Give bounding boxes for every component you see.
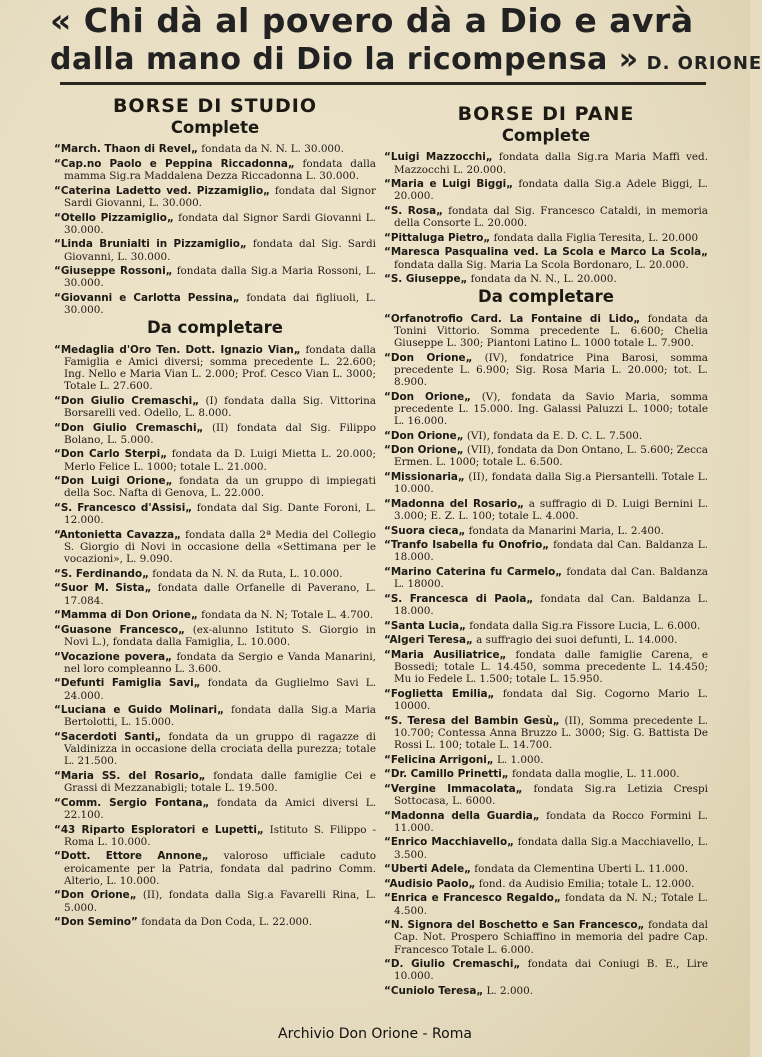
entry-text: (II), fondata dalla Sig.a Piersantelli. Totale L. 10.000. xyxy=(394,470,708,496)
list-item xyxy=(54,475,376,499)
motto-line-1: « Chi dà al povero dà a Dio e avrà xyxy=(50,1,694,40)
entry-name: “Defunti Famiglia Savi„ xyxy=(54,677,201,690)
entry-name: “Maria SS. del Rosario„ xyxy=(54,769,206,782)
entry-name: “Maria Ausiliatrice„ xyxy=(384,648,507,661)
list-item xyxy=(54,395,376,419)
entry-text: (ex-alunno Istituto S. Giorgio in Novi L.), fondata dalla Famiglia, L. 10.000. xyxy=(64,623,376,648)
entry-text: fondata da un gruppo di impiegati della Soc. Nafta di Genova, L. 22.000. xyxy=(64,475,376,500)
entry-text: fondata da un gruppo di ragazze di Valdinizza in occasione della crociata della purezza; totale L. 21.500. xyxy=(64,730,376,768)
list-item xyxy=(384,754,708,766)
list-item xyxy=(54,292,376,316)
list-item xyxy=(54,185,376,209)
list-item xyxy=(54,609,376,621)
list-item xyxy=(54,568,376,580)
entry-text: (I) fondata dalla Sig. Vittorina Borsarelli ved. Odello, L. 8.000. xyxy=(64,394,376,419)
entry-text: fondata dal Can. Baldanza L. 18000. xyxy=(394,565,708,591)
list-item xyxy=(54,143,376,155)
entry-name: “S. Francesco d'Assisi„ xyxy=(54,501,193,514)
entry-text: fondata da Don Coda, L. 22.000. xyxy=(137,916,313,929)
entry-name: “Dr. Camillo Prinetti„ xyxy=(384,768,509,781)
list-item xyxy=(384,471,708,495)
entry-name: “March. Thaon di Revel„ xyxy=(54,143,198,156)
entry-name: “Giuseppe Rossoni„ xyxy=(54,265,173,278)
list-item xyxy=(384,593,708,617)
list-item xyxy=(384,539,708,563)
entry-text: fondata da N. N; Totale L. 4.700. xyxy=(197,609,374,622)
subheading-da-completare-pane: Da completare xyxy=(478,287,614,307)
entry-text: fondata dalla Sig.ra Fissore Lucia, L. 6.000. xyxy=(465,619,701,632)
entry-name: “Don Orione„ xyxy=(384,429,464,442)
list-item xyxy=(54,448,376,472)
list-item xyxy=(384,620,708,632)
list-item xyxy=(384,688,708,712)
entry-name: “Don Orione„ xyxy=(384,351,473,364)
entry-name: “Guasone Francesco„ xyxy=(54,623,186,636)
motto-header xyxy=(50,1,762,84)
list-item xyxy=(384,768,708,780)
entry-text: fondata dal Sig. Cogorno Mario L. 10000. xyxy=(394,687,708,712)
entry-text: (VII), fondata da Don Ontano, L. 5.600; Zecca Ermen. L. 1000; totale L. 6.500. xyxy=(394,444,708,469)
entry-name: “Suora cieca„ xyxy=(384,524,466,537)
entry-name: “Don Orione„ xyxy=(384,444,464,457)
list-item xyxy=(384,430,708,442)
entry-name: “Pittaluga Pietro„ xyxy=(384,231,491,244)
entry-text: fondata dalla 2ª Media del Collegio S. Giorgio di Novi in occasione della «Settimana per le vocazioni», L. 9.090. xyxy=(64,528,376,566)
list-da-completare-studio xyxy=(54,344,376,929)
list-item xyxy=(384,151,708,175)
entry-text: fondata dal Signor Sardi Giovanni, L. 30.000. xyxy=(64,184,376,209)
list-item xyxy=(384,958,708,982)
entry-name: “Cuniolo Teresa„ xyxy=(384,984,484,997)
entry-name: “N. Signora del Boschetto e San Francesco„ xyxy=(384,919,645,932)
entry-name: “Comm. Sergio Fontana„ xyxy=(54,796,210,809)
entry-name: “Giovanni e Carlotta Pessina„ xyxy=(54,291,240,304)
entry-name: “Luigi Mazzocchi„ xyxy=(384,151,493,164)
entry-name: “Missionaria„ xyxy=(384,470,465,483)
entry-name: “Enrico Macchiavello„ xyxy=(384,836,514,849)
list-item xyxy=(384,273,708,285)
entry-text: fondata dai Coniugi B. E., Lire 10.000. xyxy=(394,958,708,983)
entry-text: fondata dal Can. Baldanza L. 18.000. xyxy=(394,539,708,564)
entry-text: fondata da N. N. L. 30.000. xyxy=(197,143,344,156)
list-complete-pane xyxy=(384,151,708,285)
list-item xyxy=(384,634,708,646)
list-item xyxy=(54,850,376,887)
list-item xyxy=(384,232,708,244)
list-item xyxy=(384,892,708,916)
entry-text: fondata da Rocco Formini L. 11.000. xyxy=(394,809,708,834)
list-item xyxy=(384,649,708,686)
entry-name: “Madonna del Rosario„ xyxy=(384,497,524,510)
list-item xyxy=(54,824,376,848)
list-item xyxy=(54,651,376,675)
list-item xyxy=(54,238,376,262)
list-item xyxy=(54,624,376,648)
subheading-complete-pane: Complete xyxy=(501,126,591,146)
entry-text: L. 2.000. xyxy=(483,984,534,997)
entry-text: fondata dal Sig. Sardi Giovanni, L. 30.000. xyxy=(64,238,376,263)
entry-text: (II), Somma precedente L. 10.700; Contessa Anna Bruzzo L. 3000; Sig. G. Battista De Rossi L. 100; totale L. 14.700. xyxy=(394,714,708,751)
entry-text: fondata dalla Sig.a Maria Rossoni, L. 30.000. xyxy=(64,265,376,290)
list-item xyxy=(384,205,708,229)
entry-text: fondata dalla Sig.a Maria Bertolotti, L. 15.000. xyxy=(64,704,376,729)
list-item xyxy=(384,985,708,997)
entry-text: fondata dalla Sig.a Macchiavello, L. 3.500. xyxy=(394,836,708,861)
entry-text: valoroso ufficiale caduto eroicamente per la Patria, fondata dal padrino Comm. Alterio, L. 10.000. xyxy=(64,850,376,887)
entry-text: fondata dalle Orfanelle di Paverano, L. 17.084. xyxy=(64,582,376,607)
entry-text: fondata da N. N. da Ruta, L. 10.000. xyxy=(148,567,343,580)
list-item xyxy=(54,529,376,566)
entry-name: “Don Orione„ xyxy=(384,390,471,403)
entry-name: “Felicina Arrigoni„ xyxy=(384,753,494,766)
entry-name: “Otello Pizzamiglio„ xyxy=(54,211,174,224)
entry-text: (V), fondata da Savio Maria, somma precedente L. 15.000. Ing. Galassi Paluzzi L. 1000; totale L. 16.000. xyxy=(394,390,708,427)
section-title-borse-di-pane: BORSE DI PANE xyxy=(457,103,635,125)
list-item xyxy=(384,178,708,202)
entry-name: “Tranfo Isabella fu Onofrio„ xyxy=(384,539,550,552)
entry-name: “S. Rosa„ xyxy=(384,205,443,217)
list-item xyxy=(54,344,376,393)
list-item xyxy=(384,836,708,860)
list-item xyxy=(54,158,376,182)
entry-text: fondata da N. N., L. 20.000. xyxy=(467,273,617,286)
entry-text: fondata da Tonini Vittorio. Somma precedente L. 6.600; Chelia Giuseppe L. 300; Piantoni Latino L. 1000 totale L. 7.900. xyxy=(394,312,709,349)
list-item xyxy=(54,212,376,236)
entry-text: fondata dalla Sig.a Adele Biggi, L. 20.000. xyxy=(394,178,708,203)
list-item xyxy=(384,444,708,468)
list-item xyxy=(54,731,376,768)
entry-name: “Don Giulio Cremaschi„ xyxy=(54,421,204,434)
entry-name: “Antonietta Cavazza„ xyxy=(54,528,181,541)
entry-text: fondata dal Cap. Not. Prospero Schiaffino in memoria del padre Cap. Francesco Totale L. 6.000. xyxy=(394,919,708,956)
entry-text: (VI), fondata da E. D. C. L. 7.500. xyxy=(463,429,643,442)
list-item xyxy=(384,783,708,807)
subheading-da-completare-studio: Da completare xyxy=(147,318,283,338)
entry-text: fondata dalle famiglie Cei e Grassi di Mezzanabigli; totale L. 19.500. xyxy=(64,769,376,795)
entry-name: “Don Semino” xyxy=(54,916,138,929)
list-item xyxy=(384,863,708,875)
list-item xyxy=(384,352,708,389)
list-item xyxy=(384,810,708,834)
column-borse-di-pane xyxy=(384,104,708,1000)
entry-name: “S. Giuseppe„ xyxy=(384,273,468,286)
header-rule xyxy=(60,82,706,85)
entry-text: (II), fondata dalla Sig.a Favarelli Rina, L. 5.000. xyxy=(64,889,376,914)
entry-name: “S. Ferdinando„ xyxy=(54,567,149,580)
entry-text: fondata dal Can. Baldanza L. 18.000. xyxy=(394,592,708,617)
motto-line-2-text: dalla mano di Dio la ricompensa » xyxy=(50,42,639,77)
entry-text: fondata dal Sig. Dante Foroni, L. 12.000. xyxy=(64,501,376,527)
entry-name: “Mamma di Don Orione„ xyxy=(54,609,198,622)
entry-text: a suffragio dei suoi defunti, L. 14.000. xyxy=(472,634,678,647)
entry-name: “Maria e Luigi Biggi„ xyxy=(384,178,514,191)
entry-text: fondata dalla Figlia Teresita, L. 20.000 xyxy=(490,231,699,244)
entry-name: “Algeri Teresa„ xyxy=(384,634,473,647)
entry-name: “Vocazione povera„ xyxy=(54,650,172,663)
subheading-complete-studio: Complete xyxy=(170,118,260,138)
entry-name: “Audisio Paolo„ xyxy=(384,877,476,890)
list-item xyxy=(384,246,708,270)
list-item xyxy=(54,422,376,446)
entry-name: “D. Giulio Cremaschi„ xyxy=(384,958,521,971)
entry-text: fondata da Sergio e Vanda Manarini, nel loro compleanno L. 3.600. xyxy=(64,650,376,675)
entry-name: “Medaglia d'Oro Ten. Dott. Ignazio Vian„ xyxy=(54,343,301,356)
entry-text: fondata da N. N.; Totale L. 4.500. xyxy=(394,892,708,917)
entry-name: “Suor M. Sista„ xyxy=(54,582,152,595)
entry-text: fondata Sig.ra Letizia Crespi Sottocasa, L. 6000. xyxy=(394,782,708,807)
list-item xyxy=(384,391,708,428)
entry-name: “S. Teresa del Bambin Gesù„ xyxy=(384,714,560,727)
entry-text: fond. da Audisio Emilia; totale L. 12.000. xyxy=(475,877,695,890)
entry-name: “Madonna della Guardia„ xyxy=(384,809,540,822)
section-title-borse-di-studio: BORSE DI STUDIO xyxy=(112,95,318,117)
entry-name: “Sacerdoti Santi„ xyxy=(54,730,162,743)
entry-text: (II) fondata dal Sig. Filippo Bolano, L. 5.000. xyxy=(64,421,376,446)
entry-name: “Don Giulio Cremaschi„ xyxy=(54,394,200,407)
list-item xyxy=(54,770,376,794)
entry-name: “Don Carlo Sterpi„ xyxy=(54,448,168,461)
entry-name: “Caterina Ladetto ved. Pizzamiglio„ xyxy=(54,184,270,197)
entry-text: a suffragio di D. Luigi Bernini L. 3.000; E. Z. L. 100; totale L. 4.000. xyxy=(394,497,708,522)
list-item xyxy=(384,715,708,752)
entry-text: fondata dalla Sig.ra Maria Maffi ved. Mazzocchi L. 20.000. xyxy=(394,151,709,176)
entry-text: fondata dalla Famiglia e Amici diversi; somma precedente L. 22.600; Ing. Nello e Maria Vian L. 2.000; Prof. Cesco Vian L. 3000; Totale L. 27.600. xyxy=(64,343,376,393)
entry-name: “Orfanotrofio Card. La Fontaine di Lido„ xyxy=(384,312,641,325)
entry-text: L. 1.000. xyxy=(493,753,544,766)
entry-name: “Maresca Pasqualina ved. La Scola e Marco La Scola„ xyxy=(384,246,708,259)
list-item xyxy=(54,704,376,728)
column-borse-di-studio xyxy=(54,96,376,931)
list-item xyxy=(384,313,708,350)
archive-footer: Archivio Don Orione - Roma xyxy=(278,1026,472,1042)
list-item xyxy=(384,498,708,522)
list-da-completare-pane xyxy=(384,313,708,998)
entry-name: “Don Luigi Orione„ xyxy=(54,475,173,488)
entry-text: fondata da D. Luigi Mietta L. 20.000; Merlo Felice L. 1000; totale L. 21.000. xyxy=(64,448,376,473)
entry-name: “Cap.no Paolo e Peppina Riccadonna„ xyxy=(54,158,295,170)
entry-name: “Vergine Immacolata„ xyxy=(384,782,523,795)
entry-text: fondata dalla moglie, L. 11.000. xyxy=(508,768,680,781)
list-item xyxy=(384,919,708,956)
entry-text: fondata da Manarini Maria, L. 2.400. xyxy=(465,524,664,537)
entry-text: Istituto S. Filippo - Roma L. 10.000. xyxy=(64,823,376,848)
entry-text: fondata dalle famiglie Carena, e Bossedi; totale L. 14.450, somma precedente L. 14.450; Mu io Fedele L. 1.500; totale L. 15.950. xyxy=(394,648,708,686)
entry-name: “Marino Caterina fu Carmelo„ xyxy=(384,565,563,578)
list-item xyxy=(54,582,376,606)
entry-name: “Don Orione„ xyxy=(54,889,137,902)
list-item xyxy=(54,916,376,928)
entry-name: “Dott. Ettore Annone„ xyxy=(54,850,209,863)
entry-text: (IV), fondatrice Pina Barosi, somma precedente L. 6.900; Sig. Rosa Maria L. 20.000; tot. L. 8.900. xyxy=(394,351,708,388)
entry-text: fondata da Amici diversi L. 22.100. xyxy=(64,796,377,821)
entry-name: “S. Francesca di Paola„ xyxy=(384,592,534,605)
entry-name: “Uberti Adele„ xyxy=(384,863,471,876)
list-complete-studio xyxy=(54,143,376,316)
list-item xyxy=(54,677,376,701)
motto-line-2 xyxy=(50,40,762,84)
list-item xyxy=(54,502,376,526)
entry-name: “Santa Lucia„ xyxy=(384,619,466,632)
list-item xyxy=(54,797,376,821)
entry-name: “43 Riparto Esploratori e Lupetti„ xyxy=(54,823,264,836)
entry-name: “Linda Brunialti in Pizzamiglio„ xyxy=(54,238,247,251)
list-item xyxy=(54,265,376,289)
entry-name: “Luciana e Guido Molinari„ xyxy=(54,704,224,717)
entry-text: fondata dalla Sig. Maria La Scola Bordonaro, L. 20.000. xyxy=(394,258,689,271)
entry-text: fondata dal Sig. Francesco Cataldi, in memoria della Consorte L. 20.000. xyxy=(394,205,708,230)
entry-text: fondata dai figliuoli, L. 30.000. xyxy=(64,291,376,317)
entry-text: fondata da Clementina Uberti L. 11.000. xyxy=(471,863,689,876)
list-item xyxy=(384,566,708,590)
entry-text: fondata dal Signor Sardi Giovanni L. 30.000. xyxy=(64,211,376,236)
entry-text: fondata dalla mamma Sig.ra Maddalena Dezza Riccadonna L. 30.000. xyxy=(64,158,376,183)
list-item xyxy=(54,889,376,913)
entry-name: “Enrica e Francesco Regaldo„ xyxy=(384,892,561,905)
list-item xyxy=(384,525,708,537)
motto-signature: D. ORIONE xyxy=(646,53,762,74)
list-item xyxy=(384,878,708,890)
entry-text: fondata da Guglielmo Savi L. 24.000. xyxy=(64,677,376,702)
entry-name: “Foglietta Emilia„ xyxy=(384,687,495,700)
